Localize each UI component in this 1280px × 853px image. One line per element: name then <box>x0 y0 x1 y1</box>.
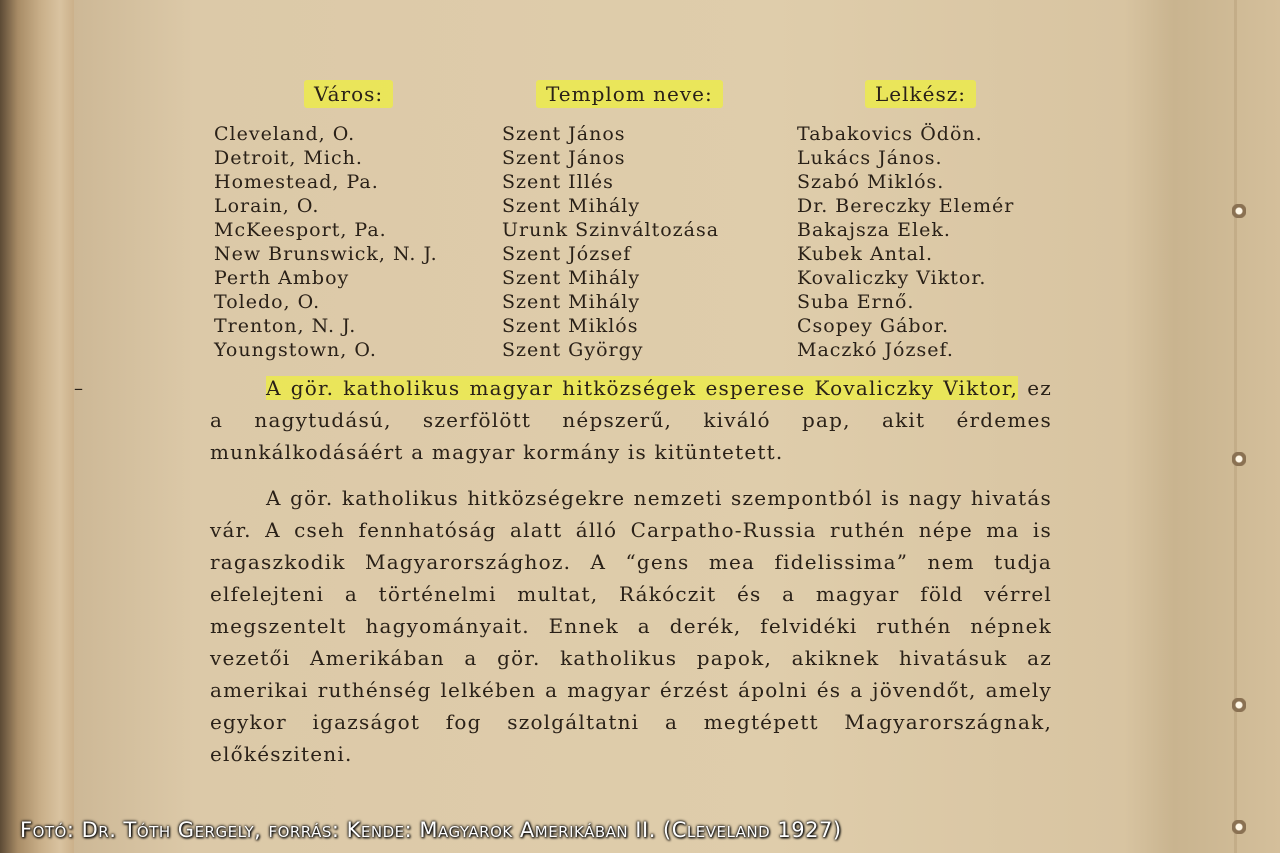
church-cells <box>502 122 723 362</box>
city-cell: Toledo, O. <box>214 291 321 313</box>
photo-credit: Fotó: Dr. Tóth Gergely, forrás: Kende: Magyarok Amerikában II. (Cleveland 1927) <box>20 818 842 842</box>
margin-mark: – <box>74 378 83 399</box>
city-cell: Trenton, N. J. <box>214 315 357 337</box>
city-header: Város: <box>304 80 393 108</box>
church-cell: Urunk Szinváltozása <box>502 219 720 241</box>
page-fold-line <box>1234 0 1237 853</box>
priest-cell: Maczkó József. <box>797 339 954 361</box>
priest-cell: Csopey Gábor. <box>797 315 950 337</box>
city-cell: McKeesport, Pa. <box>214 219 387 241</box>
priest-cell: Dr. Bereczky Elemér <box>797 195 1015 217</box>
priest-cell: Szabó Miklós. <box>797 171 945 193</box>
church-cell: Szent József <box>502 243 632 265</box>
priest-header: Lelkész: <box>865 80 976 108</box>
priest-cells <box>797 122 1014 362</box>
paragraph-dean <box>210 372 1052 468</box>
book-page <box>74 0 1280 853</box>
church-cell: Szent János <box>502 147 626 169</box>
paragraph-mission: A gör. katholikus hitközségekre nemzeti szempontból is nagy hivatás vár. A cseh fennhatóság alatt álló Carpatho-Russia ruthén népe ma is ragaszkodik Magyarországhoz. A “gens mea fidelissima” nem tudja elfelejteni a történelmi multat, Rákóczit és a magyar föld vérrel megszentelt hagyományait. Ennek a derék, felvidéki ruthén népnek vezetői Amerikában a gör. katholikus papok, akiknek hivatásuk az amerikai ruthénség lelkében a magyar érzést ápolni és a jövendőt, amely egykor igazságot fog szolgáltatni a megtépett Magyarországnak, előkésziteni. <box>210 486 1052 766</box>
church-column <box>502 80 723 362</box>
city-cell: Cleveland, O. <box>214 123 356 145</box>
priest-cell: Bakajsza Elek. <box>797 219 951 241</box>
church-header: Templom neve: <box>536 80 723 108</box>
city-cell: Homestead, Pa. <box>214 171 379 193</box>
church-cell: Szent Illés <box>502 171 614 193</box>
binding-hole-icon <box>1232 452 1246 466</box>
priest-cell: Lukács János. <box>797 147 943 169</box>
priest-column <box>797 80 1014 362</box>
city-cells <box>214 122 438 362</box>
priest-cell: Kovaliczky Viktor. <box>797 267 987 289</box>
priest-cell: Suba Ernő. <box>797 291 915 313</box>
city-cell: Perth Amboy <box>214 267 350 289</box>
church-cell: Szent Mihály <box>502 195 641 217</box>
church-cell: Szent János <box>502 123 626 145</box>
city-cell: Lorain, O. <box>214 195 320 217</box>
church-cell: Szent Mihály <box>502 267 641 289</box>
church-cell: Szent Miklós <box>502 315 639 337</box>
city-cell: Youngstown, O. <box>214 339 377 361</box>
binding-hole-icon <box>1232 204 1246 218</box>
city-cell: New Brunswick, N. J. <box>214 243 438 265</box>
church-cell: Szent György <box>502 339 644 361</box>
paragraph-dean-rest: ez a nagytudású, szerfölött népszerű, kiváló pap, akit érdemes munkálkodásáért a magyar kormány is kitüntetett. <box>210 376 1052 464</box>
city-column <box>214 80 438 362</box>
priest-cell: Kubek Antal. <box>797 243 934 265</box>
book-page-edge <box>0 0 74 853</box>
priest-cell: Tabakovics Ödön. <box>797 123 983 145</box>
city-cell: Detroit, Mich. <box>214 147 363 169</box>
highlighted-phrase: A gör. katholikus magyar hitközségek esperese Kovaliczky Viktor, <box>266 376 1019 400</box>
church-cell: Szent Mihály <box>502 291 641 313</box>
binding-hole-icon <box>1232 698 1246 712</box>
